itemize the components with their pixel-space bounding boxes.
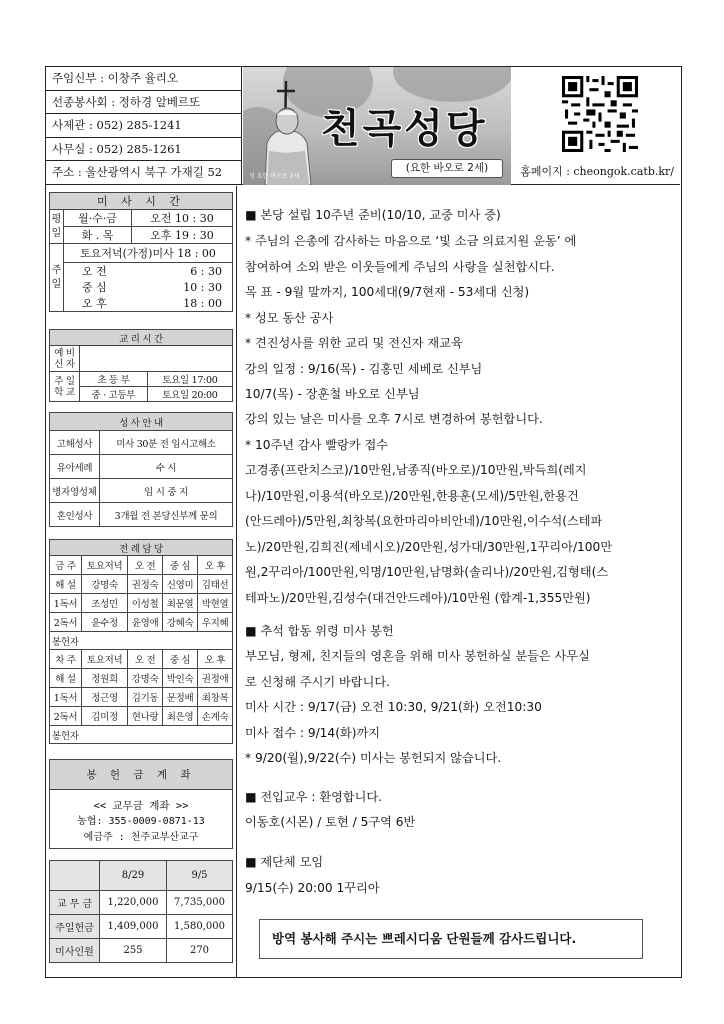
rectory-phone: 사제관 : 052) 285-1241	[46, 114, 241, 138]
homepage-link[interactable]: 홈페이지 : cheongok.catb.kr/	[520, 165, 674, 178]
pastor-line: 주임신부 : 이창주 율리오	[46, 67, 241, 91]
duty-name: 최은영	[163, 707, 198, 726]
notice-line: 나)/10만원,이용석(바오로)/20만원,한용훈(모세)/5만원,한용건	[245, 489, 579, 503]
mass-col: 토요저녁	[82, 650, 128, 669]
duty-role: 해 설	[50, 669, 82, 688]
mass-col: 오 후	[198, 650, 233, 669]
patron-label: (요한 바오로 2세)	[391, 159, 503, 178]
qr-section	[518, 67, 680, 185]
duty-name: 강명숙	[128, 669, 163, 688]
weekday-days: 화 . 목	[64, 227, 132, 244]
sacrament-name: 고해성사	[50, 431, 100, 455]
duty-name: 김미정	[82, 707, 128, 726]
sacrament-name: 혼인성사	[50, 503, 100, 527]
altar-duty-title: 전 례 담 당	[50, 540, 233, 556]
notice-line: 9/15(수) 20:00 1꾸리아	[245, 881, 380, 895]
sunday-time: 18 : 00	[183, 296, 222, 310]
offertory-label: 봉헌자	[50, 632, 82, 650]
finance-label: 미사인원	[50, 939, 100, 963]
finance-label: 주일헌금	[50, 915, 100, 939]
pope-photo	[251, 81, 321, 185]
duty-name: 권정숙	[128, 575, 163, 594]
bulletin-header	[46, 67, 680, 185]
weekday-label: 평일	[50, 210, 64, 244]
catechism-group: 중 · 고등부	[80, 387, 148, 402]
duty-name: 손계숙	[198, 707, 233, 726]
sacrament-desc: 수 시	[100, 455, 233, 479]
offering-account-box	[49, 759, 233, 849]
duty-role: 1독서	[50, 594, 82, 613]
church-title: 천곡성당	[321, 106, 488, 152]
duty-name: 권정애	[198, 669, 233, 688]
parish-banner	[243, 67, 511, 185]
photo-caption: 성 요한 바오로 2세	[249, 173, 300, 180]
notice-line: 로 신청해 주시기 바랍니다.	[245, 675, 391, 689]
sunday-time: 6 : 30	[190, 264, 222, 278]
sunday-label: 주일	[50, 244, 64, 312]
notice-line: 테파노)/20만원,김성수(대건안드레아)/10만원 (합계-1,355만원)	[245, 591, 591, 605]
notice-heading: ■ 제단체 모임	[245, 855, 324, 869]
notice-heading: ■ 추석 합동 위령 미사 봉헌	[245, 624, 394, 638]
sacrament-desc: 미사 30분 전 임시고해소	[100, 431, 233, 455]
duty-name: 김태선	[198, 575, 233, 594]
finance-value: 270	[167, 939, 233, 963]
notice-line: * 10주년 감사 빨랑카 접수	[245, 438, 389, 452]
duty-role: 1독서	[50, 688, 82, 707]
notice-line: (안드레아)/5만원,최창복(요한마리아비안네)/10만원,이수석(스테파	[245, 514, 603, 528]
finance-value: 7,735,000	[167, 891, 233, 915]
thanks-box: 방역 봉사해 주시는 쁘레시디움 단원들께 감사드립니다.	[259, 919, 643, 959]
notice-heading: ■ 본당 설립 10주년 준비(10/10, 교중 미사 중)	[245, 208, 501, 222]
duty-name: 신영미	[163, 575, 198, 594]
notice-line: 10/7(목) - 장훈철 바오로 신부님	[245, 387, 420, 401]
weekday-days: 월·수·금	[64, 210, 132, 227]
duty-name: 문정배	[163, 688, 198, 707]
notice-line: 원,2꾸리아/100만원,익명/10만원,남명화(솔리나)/20만원,김형태(스	[245, 565, 609, 579]
duty-name: 박현열	[198, 594, 233, 613]
mass-times-title: 미 사 시 간	[50, 193, 233, 210]
duty-name: 정원희	[82, 669, 128, 688]
notice-line: 노)/20만원,김희진(제네시오)/20만원,성가대/30만원,1꾸리아/100만	[245, 540, 613, 554]
sacrament-name: 병자영성체	[50, 479, 100, 503]
bulletin-page	[45, 66, 682, 978]
notice-line: * 주님의 은총에 감사하는 마음으로 ‘빛 소금 의료지원 운동’ 에	[245, 234, 577, 248]
notice-line: 미사 시간 : 9/17(금) 오전 10:30, 9/21(화) 오전10:30	[245, 700, 542, 714]
sunday-slot: 오 전	[82, 265, 107, 278]
sacrament-desc: 임 시 중 지	[100, 479, 233, 503]
duty-name: 정근영	[82, 688, 128, 707]
offering-account-title: 봉 헌 금 계 좌	[50, 760, 232, 790]
mass-times-table	[49, 192, 233, 312]
notice-line: 강의 일정 : 9/16(목) - 김홍민 세베로 신부님	[245, 362, 483, 376]
sacraments-title: 성 사 안 내	[50, 413, 233, 431]
mass-col: 중 심	[163, 650, 198, 669]
society-line: 선종봉사회 : 정하경 알베르또	[46, 91, 241, 115]
finance-value: 1,580,000	[167, 915, 233, 939]
week-label: 차 주	[50, 650, 82, 669]
sacrament-desc: 3개월 전 본당신부께 문의	[100, 503, 233, 527]
finance-label: 교 무 금	[50, 891, 100, 915]
notice-heading: ■ 전입교우 : 환영합니다.	[245, 790, 383, 804]
finance-col: 8/29	[100, 861, 167, 891]
notice-line: * 9/20(월),9/22(수) 미사는 봉헌되지 않습니다.	[245, 751, 502, 765]
notice-line: 고경종(프란치스코)/10만원,남종직(바오로)/10만원,박득희(레지	[245, 463, 587, 477]
notice-line: 부모님, 형제, 친지들의 영혼을 위해 미사 봉헌하실 분들은 사무실	[245, 649, 590, 663]
finance-value: 1,220,000	[100, 891, 167, 915]
notice-line: 미사 접수 : 9/14(화)까지	[245, 726, 381, 740]
account-holder: 예금주 : 천주교부산교구	[83, 832, 199, 843]
duty-name: 강명숙	[82, 575, 128, 594]
notice-line: * 성모 동산 공사	[245, 311, 334, 325]
duty-name: 이성철	[128, 594, 163, 613]
duty-name: 최문열	[163, 594, 198, 613]
mass-col: 오 전	[128, 650, 163, 669]
qr-code[interactable]	[562, 76, 638, 152]
account-line-1: << 교무금 계좌 >>	[93, 800, 189, 812]
duty-name: 우지혜	[198, 613, 233, 632]
notice-line: 참여하여 소외 받은 이웃들에게 주님의 사랑을 실천합시다.	[245, 260, 555, 274]
address-line: 주소 : 울산광역시 북구 가재길 52	[52, 165, 223, 179]
finance-col: 9/5	[167, 861, 233, 891]
pre-catechumen-label: 예 비 신 자	[50, 346, 80, 372]
notice-line: 이동호(시몬) / 토현 / 5구역 6반	[245, 815, 416, 829]
notice-line: * 견진성사를 위한 교리 및 전신자 재교육	[245, 336, 463, 350]
saturday-eve-mass: 토요저녁(가정)미사 18 : 00	[64, 244, 233, 263]
duty-name: 최창복	[198, 688, 233, 707]
office-phone: 사무실 : 052) 285-1261	[46, 138, 241, 162]
sacraments-table	[49, 412, 233, 527]
duty-role: 2독서	[50, 707, 82, 726]
mass-col: 오 후	[198, 556, 233, 575]
notice-line: 목 표 - 9월 말까지, 100세대(9/7현재 - 53세대 신청)	[245, 285, 530, 299]
sunday-time: 10 : 30	[183, 280, 222, 294]
weekday-time: 오전 10 : 30	[132, 210, 233, 227]
notice-line: 강의 있는 날은 미사를 오후 7시로 변경하여 봉헌합니다.	[245, 412, 543, 426]
sunday-mass-list	[64, 263, 232, 311]
account-number[interactable]: 농협: 355-0009-0871-13	[77, 816, 205, 827]
catechism-group: 초 등 부	[80, 372, 148, 387]
sunday-slot: 중 심	[82, 281, 107, 294]
duty-name: 현나랑	[128, 707, 163, 726]
parish-info	[46, 67, 242, 185]
finance-value: 1,409,000	[100, 915, 167, 939]
left-sidebar	[46, 186, 237, 978]
duty-name: 박인숙	[163, 669, 198, 688]
catechism-table	[49, 329, 233, 402]
sunday-school-label: 주 일 학 교	[50, 372, 80, 402]
week-label: 금 주	[50, 556, 82, 575]
duty-role: 2독서	[50, 613, 82, 632]
offertory-label: 봉헌자	[50, 726, 82, 744]
finance-value: 255	[100, 939, 167, 963]
sacrament-name: 유아세례	[50, 455, 100, 479]
duty-name: 김기동	[128, 688, 163, 707]
mass-col: 중 심	[163, 556, 198, 575]
mass-col: 오 전	[128, 556, 163, 575]
duty-name: 강혜숙	[163, 613, 198, 632]
catechism-title: 교 리 시 간	[50, 330, 233, 346]
duty-name: 윤영애	[128, 613, 163, 632]
catechism-time: 토요일 17:00	[147, 372, 232, 387]
sunday-slot: 오 후	[82, 297, 107, 310]
duty-role: 해 설	[50, 575, 82, 594]
altar-duty-table	[49, 539, 233, 744]
catechism-time: 토요일 20:00	[147, 387, 232, 402]
duty-name: 윤수정	[82, 613, 128, 632]
weekday-time: 오후 19 : 30	[132, 227, 233, 244]
finance-table	[49, 860, 233, 963]
duty-name: 조성민	[82, 594, 128, 613]
mass-col: 토요저녁	[82, 556, 128, 575]
